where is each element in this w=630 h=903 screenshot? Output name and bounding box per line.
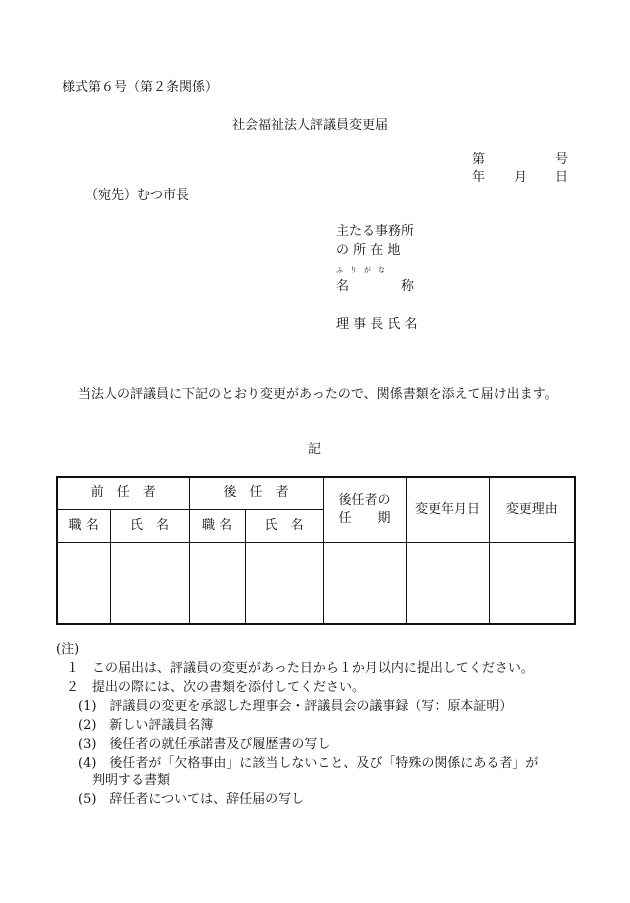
change-reason-cell[interactable] bbox=[489, 542, 575, 624]
date-month: 月 bbox=[514, 170, 528, 185]
note-subitem: (1) 評議員の変更を承認した理事会・評議員会の議事録（写：原本証明） bbox=[78, 699, 513, 714]
successor-name-cell[interactable] bbox=[245, 542, 323, 624]
term-cell[interactable] bbox=[323, 542, 406, 624]
term-header-line2: 任 期 bbox=[338, 510, 391, 526]
form-number: 様式第６号（第２条関係） bbox=[62, 80, 219, 95]
term-header bbox=[323, 477, 406, 542]
notes-heading: (注) bbox=[56, 642, 80, 657]
successor-title-cell[interactable] bbox=[189, 542, 245, 624]
predecessor-title-header: 職 名 bbox=[57, 509, 110, 542]
predecessor-name-header: 氏 名 bbox=[110, 509, 189, 542]
note-item: １ この届出は、評議員の変更があった日から１か月以内に提出してください。 bbox=[66, 661, 534, 676]
successor-header: 後 任 者 bbox=[189, 477, 323, 509]
chairman-label: 理 事 長 氏 名 bbox=[336, 317, 418, 332]
note-item: ２ 提出の際には、次の書類を添付してください。 bbox=[66, 680, 366, 695]
addressee: （宛先）むつ市長 bbox=[85, 188, 190, 203]
successor-name-header: 氏 名 bbox=[245, 509, 323, 542]
term-header-line1: 後任者の bbox=[338, 493, 391, 509]
table-row bbox=[57, 542, 575, 624]
document-title: 社会福祉法人評議員変更届 bbox=[232, 118, 389, 133]
note-subitem: (5) 辞任者については、辞任届の写し bbox=[78, 792, 305, 807]
predecessor-title-cell[interactable] bbox=[57, 542, 110, 624]
name-label: 名 称 bbox=[336, 279, 415, 294]
change-table bbox=[56, 476, 576, 625]
office-label-line1: 主たる事務所 bbox=[336, 224, 415, 239]
note-subitem: (4) 後任者が「欠格事由」に該当しないこと、及び「特殊の関係にある者」が bbox=[78, 756, 539, 771]
office-label-line2: の 所 在 地 bbox=[336, 243, 401, 258]
change-date-header: 変更年月日 bbox=[406, 477, 489, 542]
change-reason-header: 変更理由 bbox=[489, 477, 575, 542]
body-text: 当法人の評議員に下記のとおり変更があったので、関係書類を添えて届け出ます。 bbox=[78, 387, 558, 402]
predecessor-name-cell[interactable] bbox=[110, 542, 189, 624]
ki-heading: 記 bbox=[308, 442, 322, 457]
date-year: 年 bbox=[472, 170, 486, 185]
successor-title-header: 職 名 bbox=[189, 509, 245, 542]
note-subitem: (3) 後任者の就任承諾書及び履歴書の写し bbox=[78, 737, 331, 752]
change-date-cell[interactable] bbox=[406, 542, 489, 624]
number-suffix: 号 bbox=[555, 152, 569, 167]
note-subitem: (2) 新しい評議員名簿 bbox=[78, 718, 214, 733]
date-day: 日 bbox=[555, 170, 569, 185]
predecessor-header: 前 任 者 bbox=[57, 477, 189, 509]
furigana-label: ふ り が な bbox=[336, 266, 385, 274]
number-prefix: 第 bbox=[472, 152, 486, 167]
note-subitem-continuation: 判明する書類 bbox=[92, 773, 171, 788]
